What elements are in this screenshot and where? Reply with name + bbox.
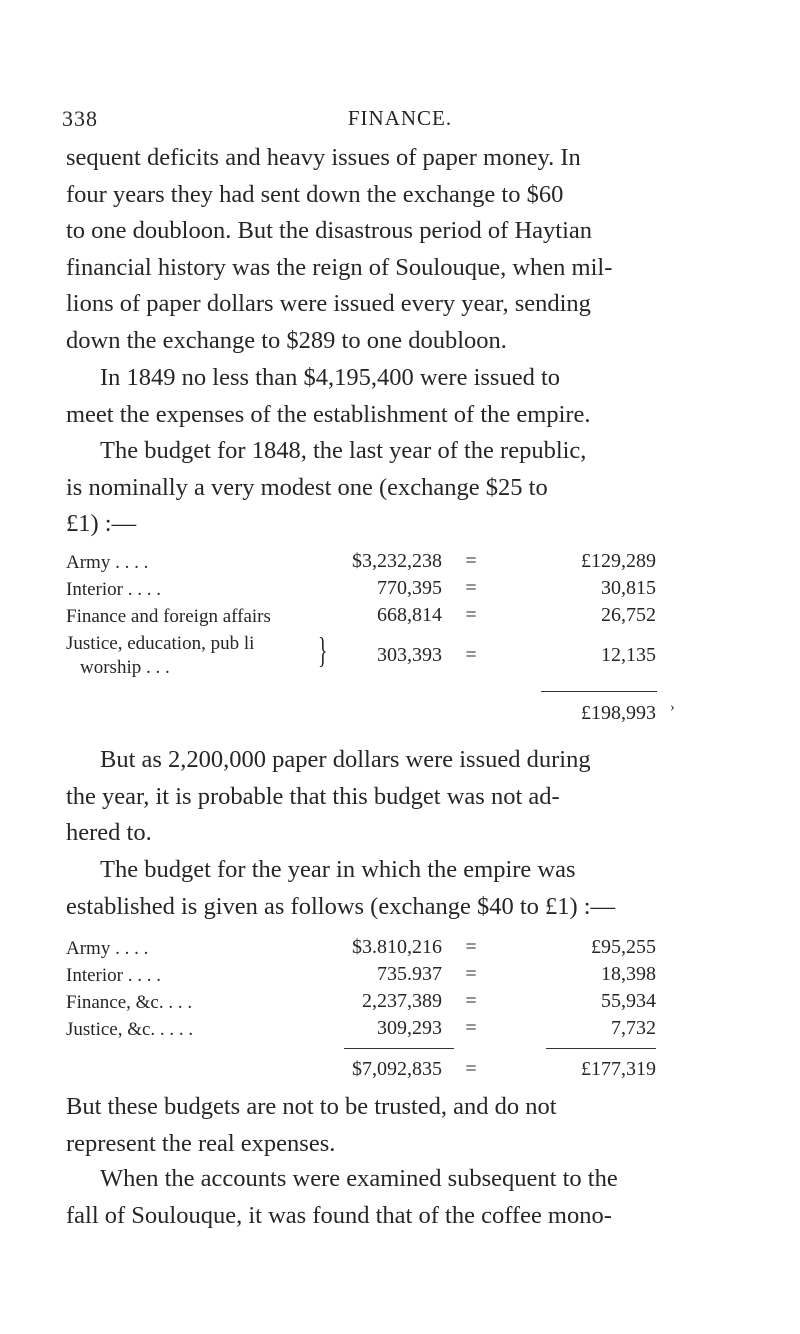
text-line: lions of paper dollars were issued every year, sending bbox=[66, 290, 591, 318]
sum-rule-dollars bbox=[344, 1048, 454, 1049]
budget-1848-table bbox=[66, 552, 706, 742]
paragraph-empire-budget bbox=[66, 852, 736, 925]
equals-sign: = bbox=[465, 604, 477, 626]
row-label: Interior . . . . bbox=[66, 965, 161, 986]
text-line: the year, it is probable that this budget was not ad- bbox=[66, 782, 560, 810]
equals-sign: = bbox=[465, 550, 477, 572]
pound-amount: £95,255 bbox=[591, 936, 656, 958]
page-header bbox=[62, 106, 738, 136]
row-label: Interior . . . . bbox=[66, 579, 161, 600]
dollar-amount: $3.810,216 bbox=[352, 936, 442, 958]
dollar-amount: 735.937 bbox=[377, 963, 442, 985]
dollar-amount: 2,237,389 bbox=[362, 990, 442, 1012]
pound-amount: £129,289 bbox=[581, 550, 656, 572]
text-line: But as 2,200,000 paper dollars were issued during bbox=[100, 746, 591, 773]
paragraph-1849 bbox=[66, 360, 736, 433]
row-label: Army . . . . bbox=[66, 552, 149, 573]
dollar-amount: 770,395 bbox=[377, 577, 442, 599]
dollar-amount: 303,393 bbox=[377, 644, 442, 666]
equals-sign: = bbox=[465, 577, 477, 599]
pound-amount: 12,135 bbox=[601, 644, 656, 666]
pound-amount: 7,732 bbox=[611, 1017, 656, 1039]
text-line: established is given as follows (exchange $40 to £1) :— bbox=[66, 892, 616, 920]
equals-sign: = bbox=[465, 990, 477, 1012]
sum-rule bbox=[541, 691, 657, 692]
text-line: £1) :— bbox=[66, 510, 137, 538]
running-head: FINANCE. bbox=[347, 106, 453, 130]
paragraph-accounts-examined bbox=[66, 1161, 736, 1234]
dollar-amount: 309,293 bbox=[377, 1017, 442, 1039]
text-line: The budget for the year in which the empire was bbox=[100, 856, 576, 883]
margin-mark: › bbox=[670, 700, 675, 715]
dollar-amount: 668,814 bbox=[377, 604, 442, 626]
row-label: Army . . . . bbox=[66, 938, 149, 959]
total-dollar-amount: $7,092,835 bbox=[352, 1058, 442, 1080]
brace-mark: } bbox=[318, 630, 328, 670]
paragraph-budget-1848 bbox=[66, 433, 736, 543]
equals-sign: = bbox=[465, 1058, 477, 1080]
paragraph-not-trusted bbox=[66, 1089, 736, 1162]
total-pound-amount: £198,993 bbox=[581, 702, 656, 724]
text-line: meet the expenses of the establishment of the empire. bbox=[66, 400, 591, 428]
text-line: But these budgets are not to be trusted, and do not bbox=[66, 1093, 557, 1120]
text-line: sequent deficits and heavy issues of paper money. In bbox=[66, 144, 581, 171]
text-line: financial history was the reign of Soulouque, when mil- bbox=[66, 253, 613, 281]
text-line: is nominally a very modest one (exchange $25 to bbox=[66, 473, 548, 501]
paragraph-paper-dollars bbox=[66, 742, 736, 852]
text-line: When the accounts were examined subsequent to the bbox=[100, 1165, 618, 1192]
text-line: four years they had sent down the exchange to $60 bbox=[66, 180, 564, 208]
equals-sign: = bbox=[465, 644, 477, 666]
equals-sign: = bbox=[465, 1017, 477, 1039]
paragraph-deficits bbox=[66, 140, 736, 360]
row-label-continued: worship . . . bbox=[80, 657, 170, 678]
pound-amount: 26,752 bbox=[601, 604, 656, 626]
total-pound-amount: £177,319 bbox=[581, 1058, 656, 1080]
sum-rule-pounds bbox=[546, 1048, 656, 1049]
text-line: In 1849 no less than $4,195,400 were issued to bbox=[100, 364, 560, 391]
row-label: Finance, &c. . . . bbox=[66, 992, 193, 1013]
pound-amount: 18,398 bbox=[601, 963, 656, 985]
text-line: to one doubloon. But the disastrous period of Haytian bbox=[66, 217, 592, 245]
row-label: Justice, &c. . . . . bbox=[66, 1019, 194, 1040]
text-line: fall of Soulouque, it was found that of the coffee mono- bbox=[66, 1201, 612, 1229]
row-label: Justice, education, pub li bbox=[66, 633, 255, 654]
equals-sign: = bbox=[465, 936, 477, 958]
pound-amount: 55,934 bbox=[601, 990, 656, 1012]
equals-sign: = bbox=[465, 963, 477, 985]
pound-amount: 30,815 bbox=[601, 577, 656, 599]
budget-empire-table bbox=[66, 938, 706, 1088]
text-line: represent the real expenses. bbox=[66, 1129, 336, 1157]
page-number: 338 bbox=[62, 106, 98, 131]
dollar-amount: $3,232,238 bbox=[352, 550, 442, 572]
text-line: down the exchange to $289 to one doubloon. bbox=[66, 326, 507, 354]
row-label: Finance and foreign affairs bbox=[66, 606, 271, 627]
text-line: hered to. bbox=[66, 819, 152, 847]
text-line: The budget for 1848, the last year of the republic, bbox=[100, 437, 587, 464]
